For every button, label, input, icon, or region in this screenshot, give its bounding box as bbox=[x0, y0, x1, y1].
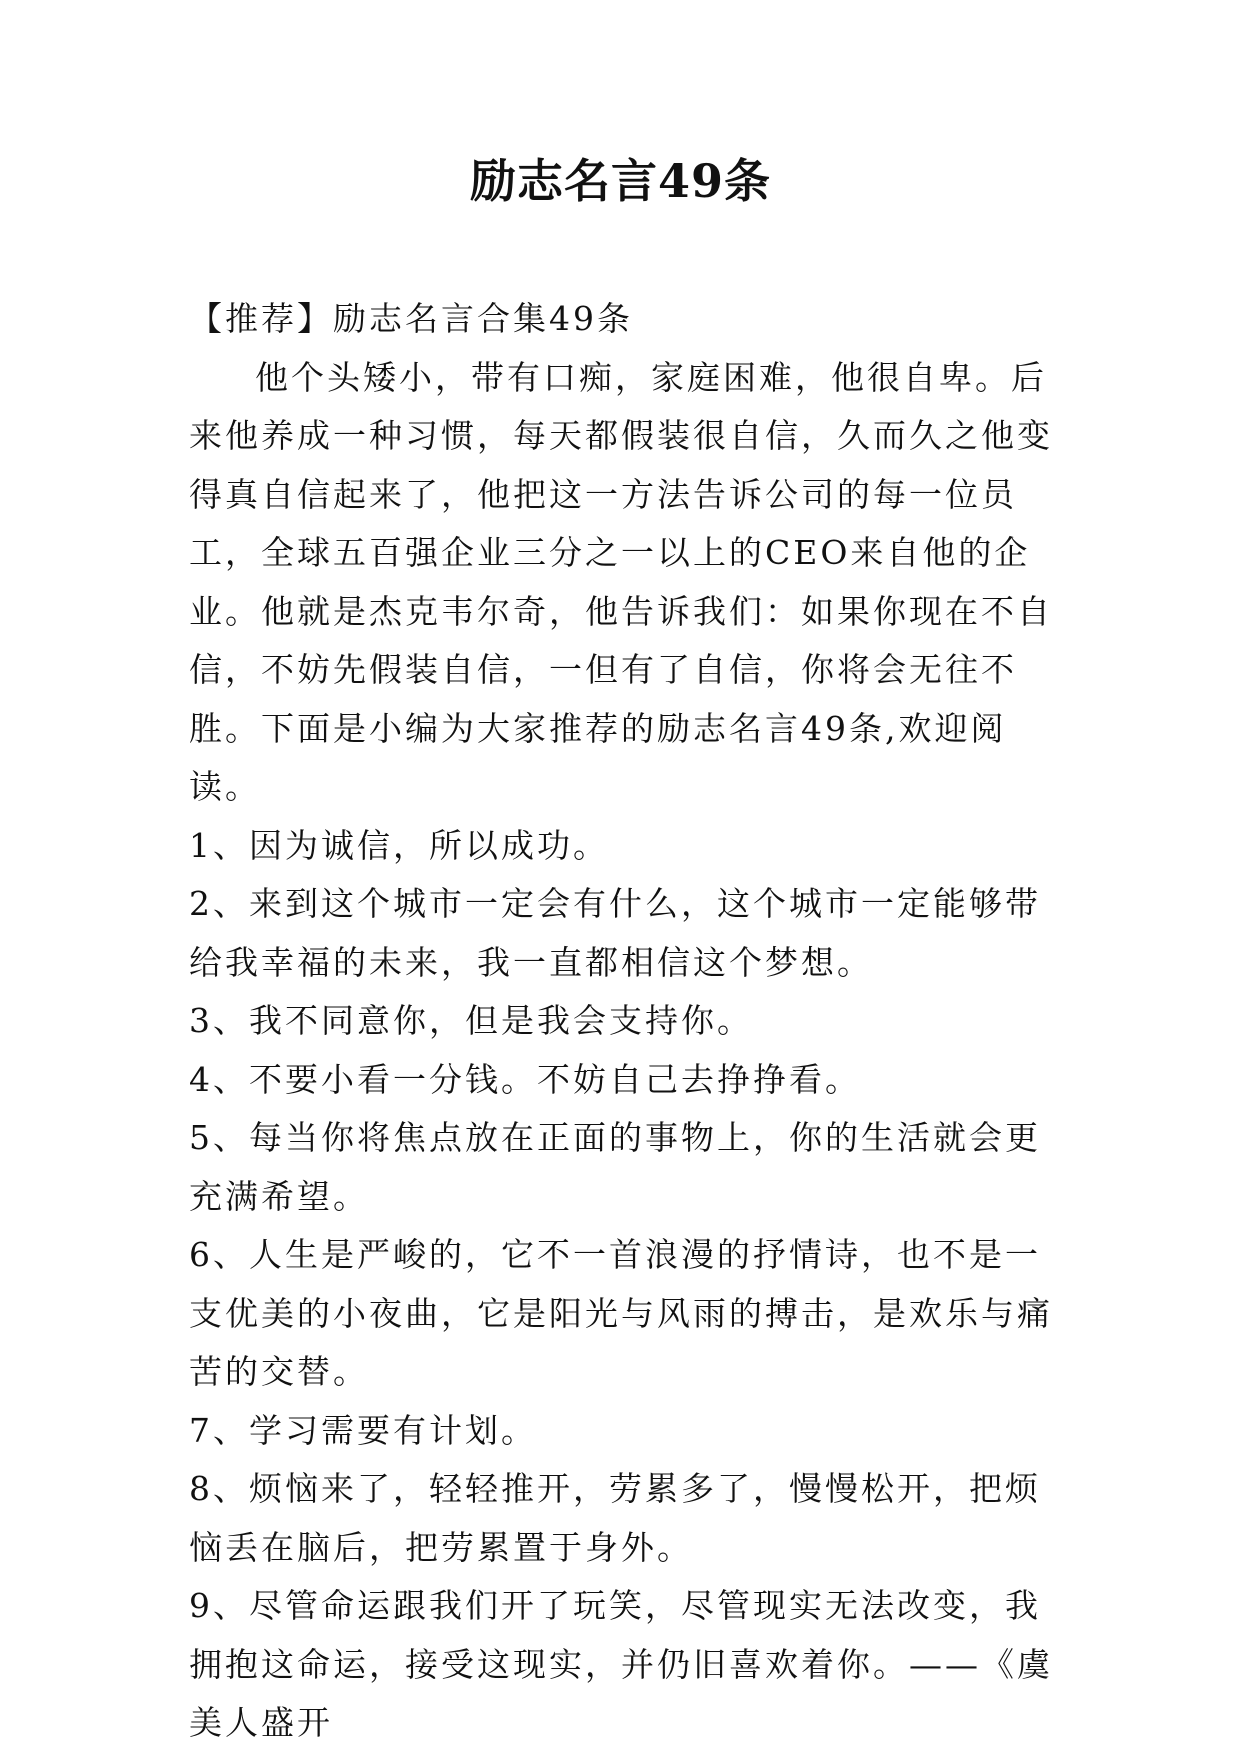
document-title: 励志名言49条 bbox=[469, 154, 771, 208]
intro-paragraph: 他个头矮小，带有口痴，家庭困难，他很自卑。后来他养成一种习惯，每天都假装很自信，久而久之他变得真自信起来了，他把这一方法告诉公司的每一位员工，全球五百强企业三分之一以上的CEO来自他的企业。他就是杰克韦尔奇，他告诉我们：如果你现在不自信，不妨先假装自信，一但有了自信，你将会无往不胜。下面是小编为大家推荐的励志名言49条,欢迎阅读。 bbox=[189, 357, 1053, 806]
quote-item-7: 7、学习需要有计划。 bbox=[189, 1410, 537, 1450]
quote-item-8: 8、烦恼来了，轻轻推开，劳累多了，慢慢松开，把烦恼丢在脑后，把劳累置于身外。 bbox=[189, 1469, 1041, 1567]
quote-item-6: 6、人生是严峻的，它不一首浪漫的抒情诗，也不是一支优美的小夜曲，它是阳光与风雨的搏击，是欢乐与痛苦的交替。 bbox=[189, 1235, 1053, 1391]
quote-item-9: 9、尽管命运跟我们开了玩笑，尽管现实无法改变，我拥抱这命运，接受这现实，并仍旧喜欢着你。——《虞美人盛开 bbox=[189, 1586, 1053, 1742]
quote-item-1: 1、因为诚信，所以成功。 bbox=[189, 825, 609, 865]
document-body bbox=[189, 290, 1055, 1753]
quote-item-3: 3、我不同意你，但是我会支持你。 bbox=[189, 1001, 753, 1040]
quote-item-4: 4、不要小看一分钱。不妨自己去挣挣看。 bbox=[189, 1059, 861, 1099]
quote-item-2: 2、来到这个城市一定会有什么，这个城市一定能够带给我幸福的未来，我一直都相信这个梦想。 bbox=[189, 884, 1041, 982]
quote-item-5: 5、每当你将焦点放在正面的事物上，你的生活就会更充满希望。 bbox=[189, 1118, 1041, 1216]
subtitle-line: 【推荐】励志名言合集49条 bbox=[189, 299, 633, 338]
